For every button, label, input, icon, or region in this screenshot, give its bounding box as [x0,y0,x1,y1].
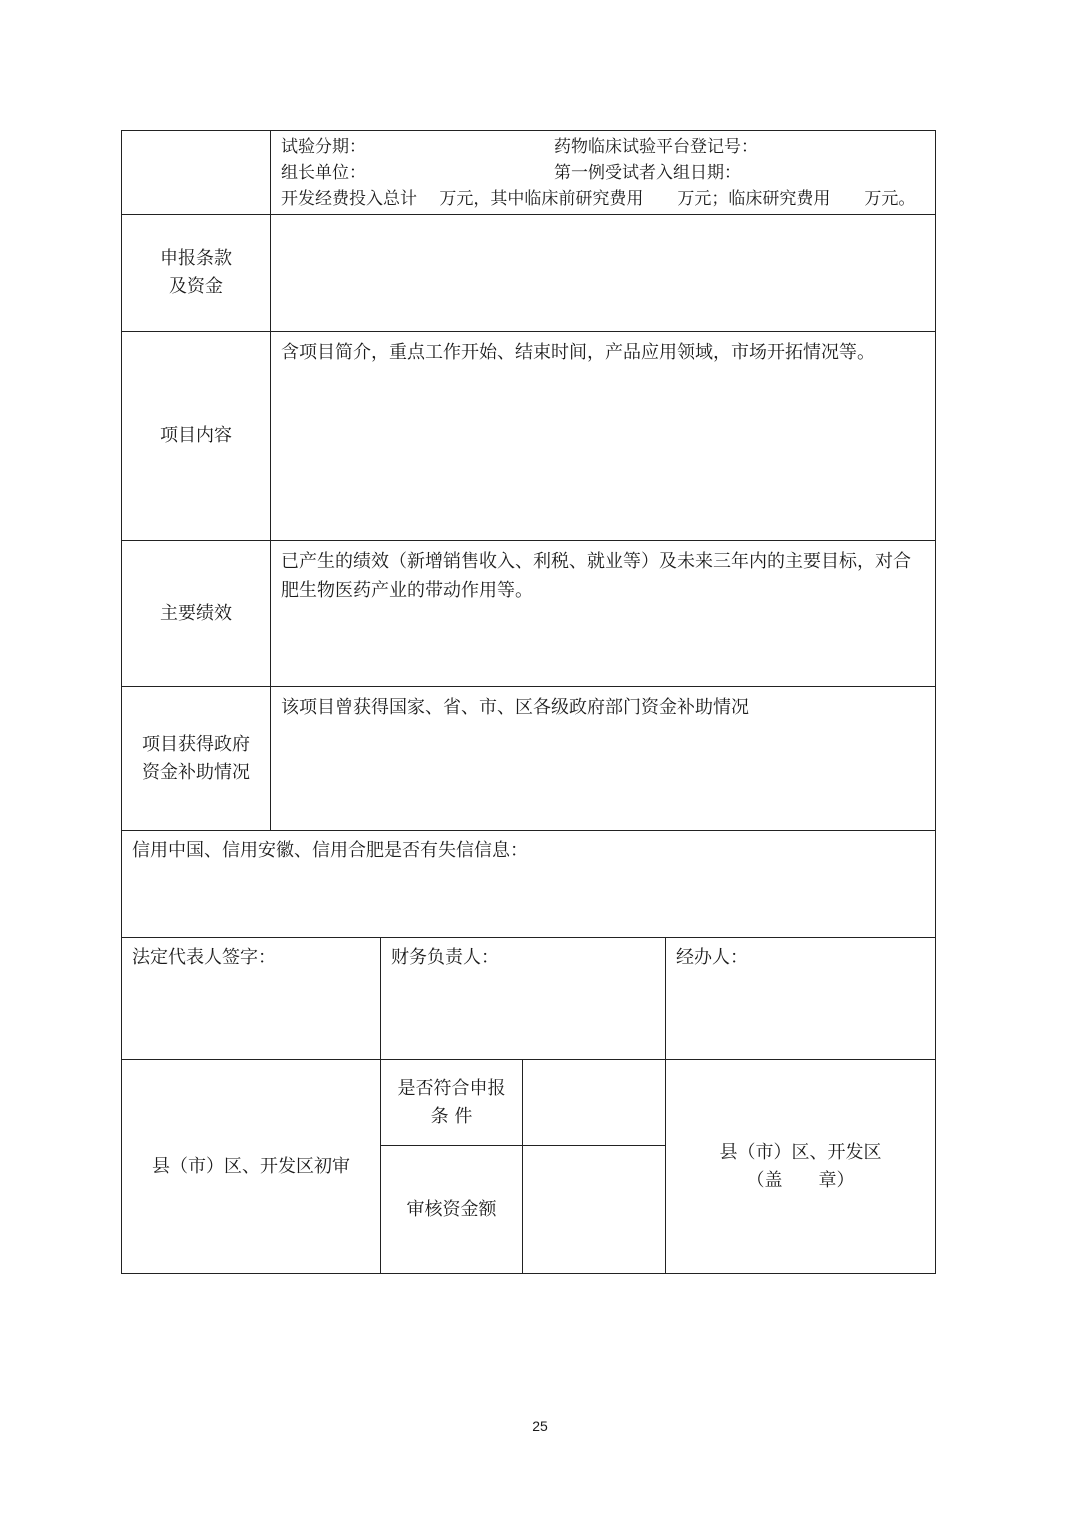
content-hint: 含项目简介，重点工作开始、结束时间，产品应用领域，市场开拓情况等。 [281,342,875,363]
first-subject-date-label: 第一例受试者入组日期： [554,163,741,183]
trial-info-empty-label [122,131,271,215]
trial-line-2 [271,160,935,186]
signature-row [122,938,936,1060]
preliminary-review-label: 县（市）区、开发区初审 [122,1060,381,1274]
performance-label: 主要绩效 [122,541,271,687]
funding-line: 开发经费投入总计 万元，其中临床前研究费用 万元；临床研究费用 万元。 [281,189,916,209]
finance-head-label: 财务负责人： [391,947,499,968]
seal-cell[interactable] [666,1060,936,1274]
subsidy-label-line2: 资金补助情况 [142,761,250,783]
performance-row [122,541,936,687]
credit-cell[interactable] [122,831,936,938]
performance-hint: 已产生的绩效（新增销售收入、利税、就业等）及未来三年内的主要目标，对合肥生物医药产业的带动作用等。 [281,551,911,601]
eligibility-label [381,1060,523,1146]
credit-row [122,831,936,938]
application-form-table [121,130,936,1274]
subsidy-hint: 该项目曾获得国家、省、市、区各级政府部门资金补助情况 [281,697,749,718]
performance-input-cell[interactable] [271,541,936,687]
declaration-input-cell[interactable] [271,215,936,332]
seal-line2: （盖 章） [746,1169,855,1191]
trial-info-cell [271,131,936,215]
legal-rep-label: 法定代表人签字： [132,947,276,968]
eligibility-label-line1: 是否符合申报 [397,1077,506,1099]
seal-line1: 县（市）区、开发区 [719,1141,882,1163]
handler-label: 经办人： [676,947,748,968]
declaration-label-line2: 及资金 [169,276,223,297]
handler-cell[interactable] [666,938,936,1060]
declaration-label [122,215,271,332]
declaration-label-line1: 申报条款 [160,248,232,269]
finance-head-cell[interactable] [381,938,666,1060]
lead-unit-label: 组长单位： [281,163,366,183]
subsidy-label [122,687,271,831]
subsidy-label-line1: 项目获得政府 [142,733,250,755]
content-row [122,332,936,541]
approved-amount-input-cell[interactable] [523,1146,666,1274]
credit-text: 信用中国、信用安徽、信用合肥是否有失信信息： [132,840,528,861]
trial-info-row [122,131,936,215]
subsidy-input-cell[interactable] [271,687,936,831]
declaration-row [122,215,936,332]
legal-rep-cell[interactable] [122,938,381,1060]
page-number: 25 [532,1418,548,1434]
trial-line-1 [271,134,935,160]
platform-registration-label: 药物临床试验平台登记号： [554,137,758,157]
approved-amount-label: 审核资金额 [381,1146,523,1274]
content-label: 项目内容 [122,332,271,541]
trial-phase-label: 试验分期： [281,137,366,157]
trial-line-3 [271,186,935,212]
review-row-1 [122,1060,936,1146]
content-input-cell[interactable] [271,332,936,541]
subsidy-row [122,687,936,831]
eligibility-label-line2: 条 件 [430,1105,473,1127]
eligibility-input-cell[interactable] [523,1060,666,1146]
